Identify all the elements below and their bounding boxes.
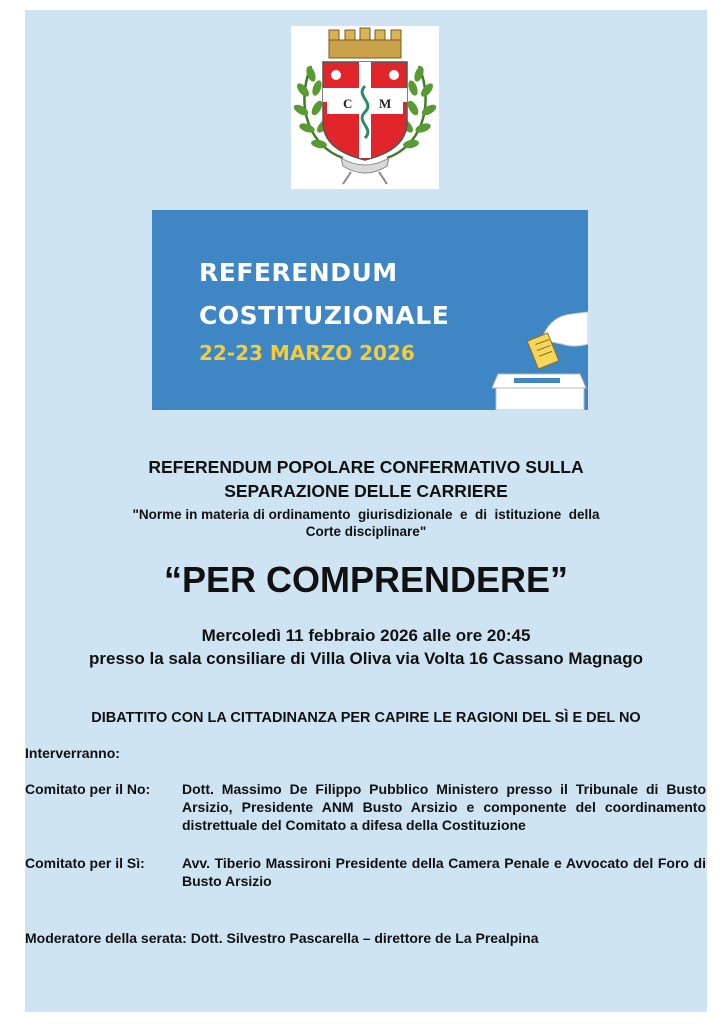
ballot-box-icon <box>492 308 588 410</box>
subtitle-line1: "Norme in materia di ordinamento giurisdizionale e di istituzione della <box>132 507 600 522</box>
committee-si-speaker: Avv. Tiberio Massironi Presidente della Camera Penale e Avvocato del Foro di Busto Arsizio <box>182 855 706 889</box>
subtitle-line2: Corte disciplinare" <box>305 524 427 539</box>
moderator-line: Moderatore della serata: Dott. Silvestro Pascarella – direttore de La Prealpina <box>25 930 539 946</box>
event-place: presso la sala consiliare di Villa Oliva via Volta 16 Cassano Magnago <box>89 649 643 668</box>
committee-no-label: Comitato per il No: <box>25 781 151 797</box>
municipal-crest <box>291 26 439 189</box>
debate-announcement: DIBATTITO CON LA CITTADINANZA PER CAPIRE LE RAGIONI DEL SÌ E DEL NO <box>91 710 641 726</box>
crest-letter-c: C <box>343 96 353 111</box>
speakers-intro: Interverranno: <box>25 745 120 761</box>
committee-no-speaker: Dott. Massimo De Filippo Pubblico Ministero presso il Tribunale di Busto Arsizio, Presidente ANM Busto Arsizio e componente del coordinamento distrettuale del Comitato a difesa della Costituzione <box>182 781 706 833</box>
event-details <box>25 624 707 670</box>
heading-line1: REFERENDUM POPOLARE CONFERMATIVO SULLA <box>148 457 584 477</box>
event-date: Mercoledì 11 febbraio 2026 alle ore 20:45 <box>201 626 531 645</box>
committee-si-label: Comitato per il Sì: <box>25 855 145 871</box>
event-title: “PER COMPRENDERE” <box>163 559 569 600</box>
referendum-heading <box>25 455 707 503</box>
crest-emblem-icon <box>291 26 439 189</box>
banner-dates: 22-23 MARZO 2026 <box>199 341 415 365</box>
banner-title-line2: COSTITUZIONALE <box>199 301 450 330</box>
heading-line2: SEPARAZIONE DELLE CARRIERE <box>224 481 508 501</box>
law-subtitle <box>25 506 707 540</box>
banner-title-line1: REFERENDUM <box>199 258 398 287</box>
referendum-banner <box>152 210 588 410</box>
crest-letter-m: M <box>379 96 392 111</box>
